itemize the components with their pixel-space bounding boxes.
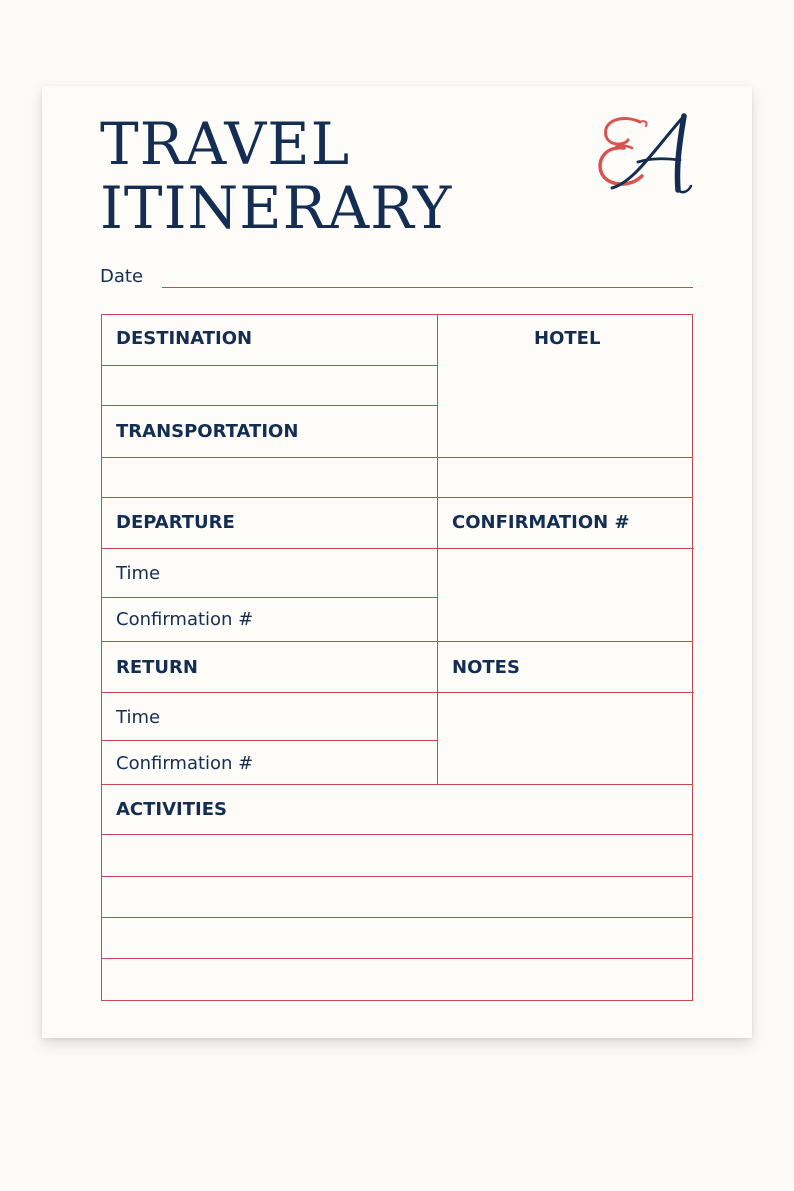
row-divider: [102, 740, 438, 741]
row-divider: [102, 641, 692, 642]
activities-line[interactable]: [102, 959, 694, 1001]
departure-confirmation-label: Confirmation #: [116, 609, 254, 630]
date-row: [100, 266, 693, 290]
return-time-label: Time: [116, 707, 161, 728]
return-label: RETURN: [116, 657, 198, 678]
page-title: [100, 112, 452, 240]
confirmation-field[interactable]: [438, 549, 694, 641]
transportation-field-left[interactable]: [102, 458, 437, 497]
row-divider: [102, 405, 438, 406]
hotel-field[interactable]: [438, 355, 694, 457]
notes-field[interactable]: [438, 693, 694, 784]
transportation-field-right[interactable]: [438, 458, 694, 497]
row-divider: [102, 548, 438, 549]
row-divider: [102, 692, 438, 693]
departure-time-label: Time: [116, 563, 161, 584]
monogram-logo: [594, 110, 704, 200]
destination-label: DESTINATION: [116, 328, 253, 349]
hotel-label: HOTEL: [534, 328, 601, 349]
row-divider: [102, 597, 438, 598]
title-line-itinerary: ITINERARY: [100, 174, 453, 242]
confirmation-label: CONFIRMATION #: [452, 512, 630, 533]
activities-line[interactable]: [102, 835, 694, 876]
row-divider: [102, 784, 692, 785]
date-input-line[interactable]: [162, 287, 693, 288]
date-label: Date: [100, 266, 144, 287]
departure-label: DEPARTURE: [116, 512, 235, 533]
transportation-label: TRANSPORTATION: [116, 421, 299, 442]
notes-label: NOTES: [452, 657, 520, 678]
activities-line[interactable]: [102, 877, 694, 917]
destination-field[interactable]: [102, 366, 437, 405]
itinerary-table: [101, 314, 693, 1001]
itinerary-sheet: [42, 86, 752, 1038]
title-line-travel: TRAVEL: [100, 110, 351, 178]
activities-label: ACTIVITIES: [116, 799, 227, 820]
activities-line[interactable]: [102, 918, 694, 958]
return-confirmation-label: Confirmation #: [116, 753, 254, 774]
row-divider: [102, 497, 692, 498]
